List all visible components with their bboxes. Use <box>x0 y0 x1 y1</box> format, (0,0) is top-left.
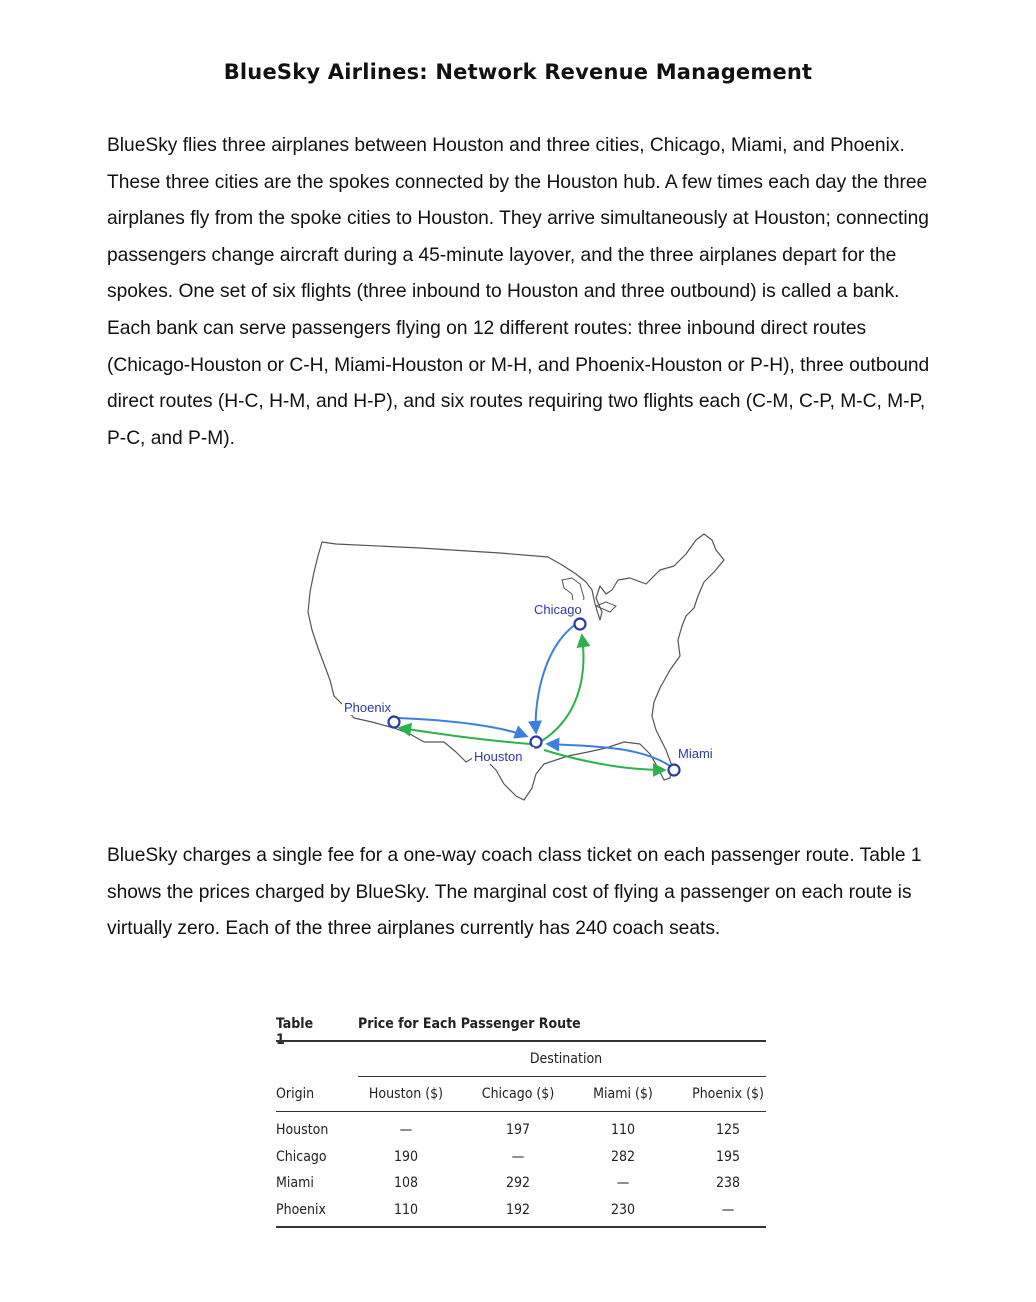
origin-header: Origin <box>276 1086 315 1102</box>
table-cell: 192 <box>505 1202 531 1218</box>
row-origin: Miami <box>276 1175 314 1191</box>
phoenix-node <box>389 717 400 728</box>
route-chicago-to-houston <box>536 624 576 732</box>
table-cell: 197 <box>505 1122 531 1138</box>
route-miami-to-houston <box>548 744 670 766</box>
column-header: Phoenix ($) <box>692 1086 764 1102</box>
intro-paragraph: BlueSky flies three airplanes between Houston and three cities, Chicago, Miami, and Phoenix. These three cities are the spokes connected by the Houston hub. A few times each day the three airplanes fly from the spoke cities to Houston. They arrive simultaneously at Houston; connecting passengers change aircraft during a 45-minute layover, and the three airplanes depart for the spokes. One set of six flights (three inbound to Houston and three outbound) is called a bank. Each bank can serve passengers flying on 12 different routes: three inbound direct routes (Chicago-Houston or C-H, Miami-Houston or M-H, and Phoenix-Houston or P-H), three outbound direct routes (H-C, H-M, and H-P), and six routes requiring two flights each (C-M, C-P, M-C, M-P, P-C, and P-M). <box>107 135 930 449</box>
table-cell: — <box>616 1175 630 1191</box>
houston-node <box>531 737 542 748</box>
destination-header: Destination <box>529 1051 603 1067</box>
pricing-paragraph: BlueSky charges a single fee for a one-way coach class ticket on each passenger route. Table 1 shows the prices charged by BlueSky. The marginal cost of flying a passenger on each route is virtually zero. Each of the three airplanes currently has 240 coach seats. <box>107 845 922 940</box>
table-number: Table <box>276 1016 314 1032</box>
miami-node <box>669 765 680 776</box>
route-houston-to-miami <box>544 750 664 770</box>
houston-label: Houston <box>474 749 523 764</box>
table-cell: — <box>399 1122 413 1138</box>
column-header: Houston ($) <box>368 1086 444 1102</box>
chicago-node <box>575 619 586 630</box>
row-origin: Phoenix <box>276 1202 326 1218</box>
table-cell: 190 <box>393 1149 419 1165</box>
route-phoenix-to-houston <box>398 718 526 736</box>
table-cell: 292 <box>505 1175 531 1191</box>
table-cell: 282 <box>610 1149 636 1165</box>
column-header: Chicago ($) <box>481 1086 555 1102</box>
table-cell: 108 <box>393 1175 419 1191</box>
table-cell: 230 <box>610 1202 636 1218</box>
table-top-rule <box>276 1040 766 1042</box>
route-map <box>300 520 740 810</box>
column-header: Miami ($) <box>593 1086 653 1102</box>
table-cell: 195 <box>715 1149 741 1165</box>
table-cell: 110 <box>610 1122 636 1138</box>
destination-rule <box>358 1076 766 1077</box>
table-title: Price for Each Passenger Route <box>358 1016 581 1032</box>
header-rule <box>276 1111 766 1112</box>
row-origin: Houston <box>276 1122 329 1138</box>
table-cell: — <box>511 1149 525 1165</box>
phoenix-label: Phoenix <box>344 700 391 715</box>
route-houston-to-chicago <box>540 636 583 742</box>
page-title: BlueSky Airlines: Network Revenue Management <box>223 60 813 84</box>
table-cell: 238 <box>715 1175 741 1191</box>
miami-label: Miami <box>678 746 713 761</box>
table-cell: 110 <box>393 1202 419 1218</box>
row-origin: Chicago <box>276 1149 327 1165</box>
table-cell: — <box>721 1202 735 1218</box>
table-bottom-rule <box>276 1226 766 1228</box>
table-cell: 125 <box>715 1122 741 1138</box>
chicago-label: Chicago <box>534 602 582 617</box>
